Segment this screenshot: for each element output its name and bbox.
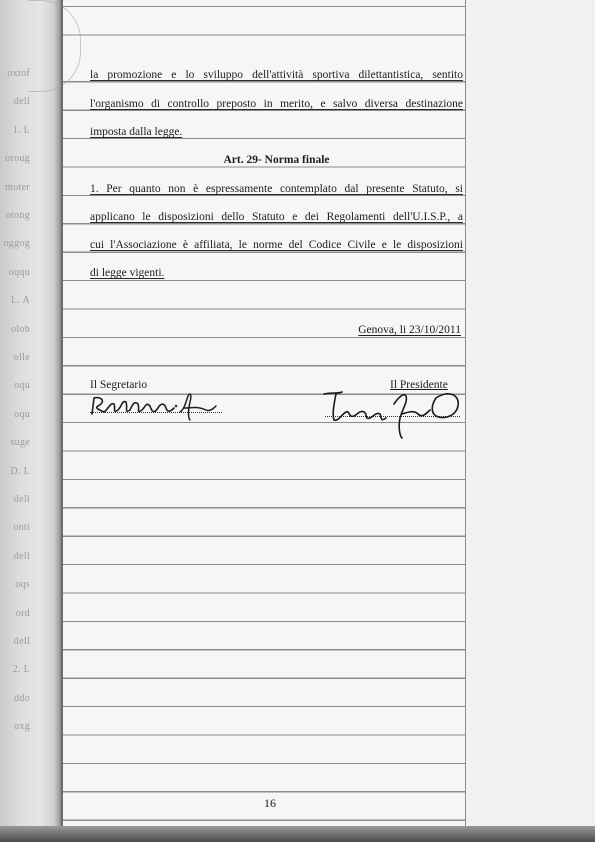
binding-mark: otong [5, 210, 30, 221]
binding-mark: oqs [15, 579, 30, 591]
body-line-3: imposta dalla legge. [90, 126, 183, 138]
binding-mark: dell [13, 550, 30, 562]
body-line-1: la promozione e lo sviluppo dell'attività sportiva dilettantistica, sentito [90, 69, 463, 81]
stamp-mark [28, 0, 81, 92]
binding-mark: olle [13, 352, 30, 363]
binding-mark: moter [5, 181, 30, 193]
binding-mark: oggog [3, 238, 30, 250]
binding-mark: dell [13, 96, 30, 108]
article-line-1: 1. Per quanto non è espressamente contemplato dal presente Statuto, si [90, 183, 463, 195]
binding-mark: dell [13, 494, 30, 505]
page-number: 16 [264, 796, 276, 810]
right-margin-panel [466, 0, 595, 842]
binding-mark: onti [13, 522, 30, 534]
article-line-3: cui l'Associazione è affiliata, le norme del Codice Civile e le disposizioni [90, 239, 463, 251]
binding-mark: oqu [14, 408, 30, 420]
binding-mark: ddo [14, 692, 30, 704]
secretary-label: Il Segretario [90, 379, 148, 391]
binding-mark: oxg [14, 721, 30, 733]
right-margin-rule [465, 0, 466, 842]
binding-mark: oqqu [8, 266, 30, 278]
scan-bottom-edge [0, 826, 595, 842]
binding-mark: L. A [11, 295, 30, 307]
binding-mark: ord [15, 607, 30, 619]
binding-mark: oxtof [7, 68, 30, 79]
binding-mark: oqu [14, 380, 30, 392]
binding-mark: olob [11, 323, 30, 335]
place-date: Genova, li 23/10/2011 [358, 324, 461, 336]
binding-mark: D. L [10, 465, 30, 477]
body-line-2: l'organismo di controllo preposto in merito, e salvo diversa destinazione [90, 98, 463, 110]
binding-mark: 2. L [12, 664, 30, 676]
president-signature [318, 384, 463, 440]
binding-mark: dell [13, 636, 30, 647]
article-heading: Art. 29- Norma finale [223, 154, 330, 166]
binding-mark: suge [10, 437, 30, 449]
secretary-signature [88, 388, 228, 422]
president-label: Il Presidente [390, 379, 448, 391]
binding-mark: 1. L [12, 124, 30, 136]
article-line-2: applicano le disposizioni dello Statuto e dei Regolamenti dell'U.I.S.P., a [90, 211, 463, 223]
article-line-4: di legge vigenti. [90, 267, 165, 279]
left-margin-rule [61, 0, 63, 842]
binding-mark: oroug [5, 153, 30, 165]
